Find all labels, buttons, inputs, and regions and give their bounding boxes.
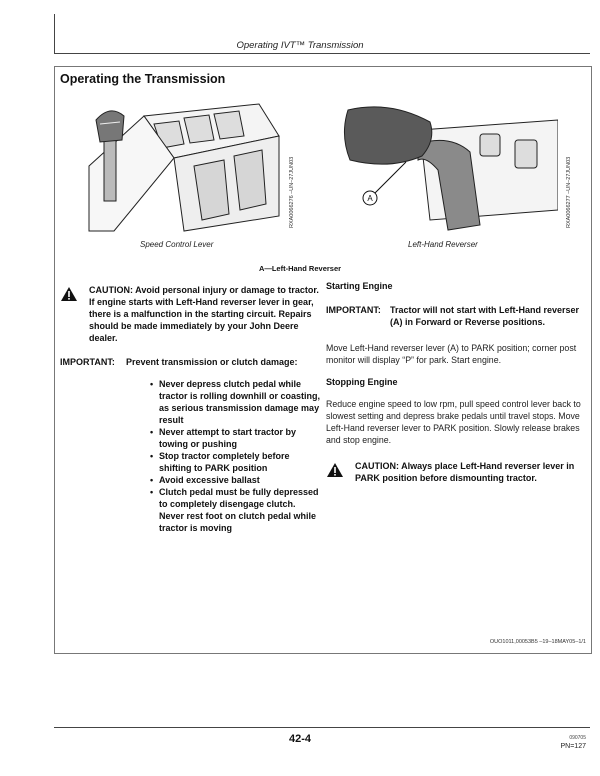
precaution-list [150, 378, 322, 534]
caution-text-right: CAUTION: Always place Left-Hand reverser lever in PARK position before dismounting tractor. [355, 461, 575, 483]
page-header: Operating IVT™ Transmission [236, 40, 364, 51]
warning-triangle-icon [60, 286, 78, 302]
right-column [326, 280, 584, 484]
footer-rule [54, 727, 590, 728]
important-label-right: IMPORTANT: [326, 305, 381, 315]
caution-block-right [326, 460, 584, 484]
section-title: Operating the Transmission [60, 72, 226, 86]
figure-caption-left: Speed Control Lever [140, 240, 214, 249]
figure-legend: A—Left-Hand Reverser [258, 264, 342, 273]
list-item: • Never depress clutch pedal while tractor is rolling downhill or coasting, as serious transmission damage may result [150, 378, 322, 426]
pn-number: PN=127 [560, 743, 586, 750]
stopping-engine-text: Reduce engine speed to low rpm, pull speed control lever back to slowest setting and depress brake pedals until travel stops. Move Left-Hand reverser lever to PARK position. Slowly release brakes and stop engine. [326, 399, 581, 445]
list-item: • Never attempt to start tractor by towing or pushing [150, 426, 322, 450]
page-number: 42-4 [288, 733, 312, 745]
left-hand-reverser-illustration [330, 100, 558, 232]
footer-code: 090705 [569, 735, 586, 741]
stopping-engine-heading: Stopping Engine [326, 377, 398, 387]
list-item: • Stop tractor completely before shifting to PARK position [150, 450, 322, 474]
important-text-right: Tractor will not start with Left-Hand reverser (A) in Forward or Reverse positions. [390, 305, 580, 327]
callout-a: A [367, 194, 373, 203]
starting-engine-text: Move Left-Hand reverser lever (A) to PARK position; corner post monitor will display “P” for park. Start engine. [326, 343, 577, 365]
important-text-left: Prevent transmission or clutch damage: [126, 357, 298, 367]
figure-caption-right: Left-Hand Reverser [408, 240, 478, 249]
header-rule [54, 53, 590, 54]
figure-code-right: RXA0066277 –UN–27JUN03 [566, 156, 572, 228]
document-reference: OUO1011,00053B5 –19–18MAY05–1/1 [489, 639, 586, 645]
warning-triangle-icon [326, 462, 344, 478]
important-block-left [60, 356, 322, 368]
caution-block-left [60, 284, 322, 344]
important-label-left: IMPORTANT: [60, 357, 115, 367]
figure-code-left: RXA0066276 –UN–27JUN03 [289, 156, 295, 228]
caution-text-left: CAUTION: Avoid personal injury or damage to tractor. If engine starts with Left-Hand reverser lever in gear, there is a malfunction in the starting circuit. Repairs should be made immediately by your John Deere dealer. [89, 285, 319, 343]
left-column [60, 284, 322, 534]
speed-control-lever-illustration [84, 96, 284, 234]
starting-engine-heading: Starting Engine [326, 281, 393, 291]
important-block-right [326, 304, 584, 328]
list-item: • Clutch pedal must be fully depressed to completely disengage clutch. Never rest foot on clutch pedal while tractor is moving [150, 486, 322, 534]
list-item: • Avoid excessive ballast [150, 474, 322, 486]
